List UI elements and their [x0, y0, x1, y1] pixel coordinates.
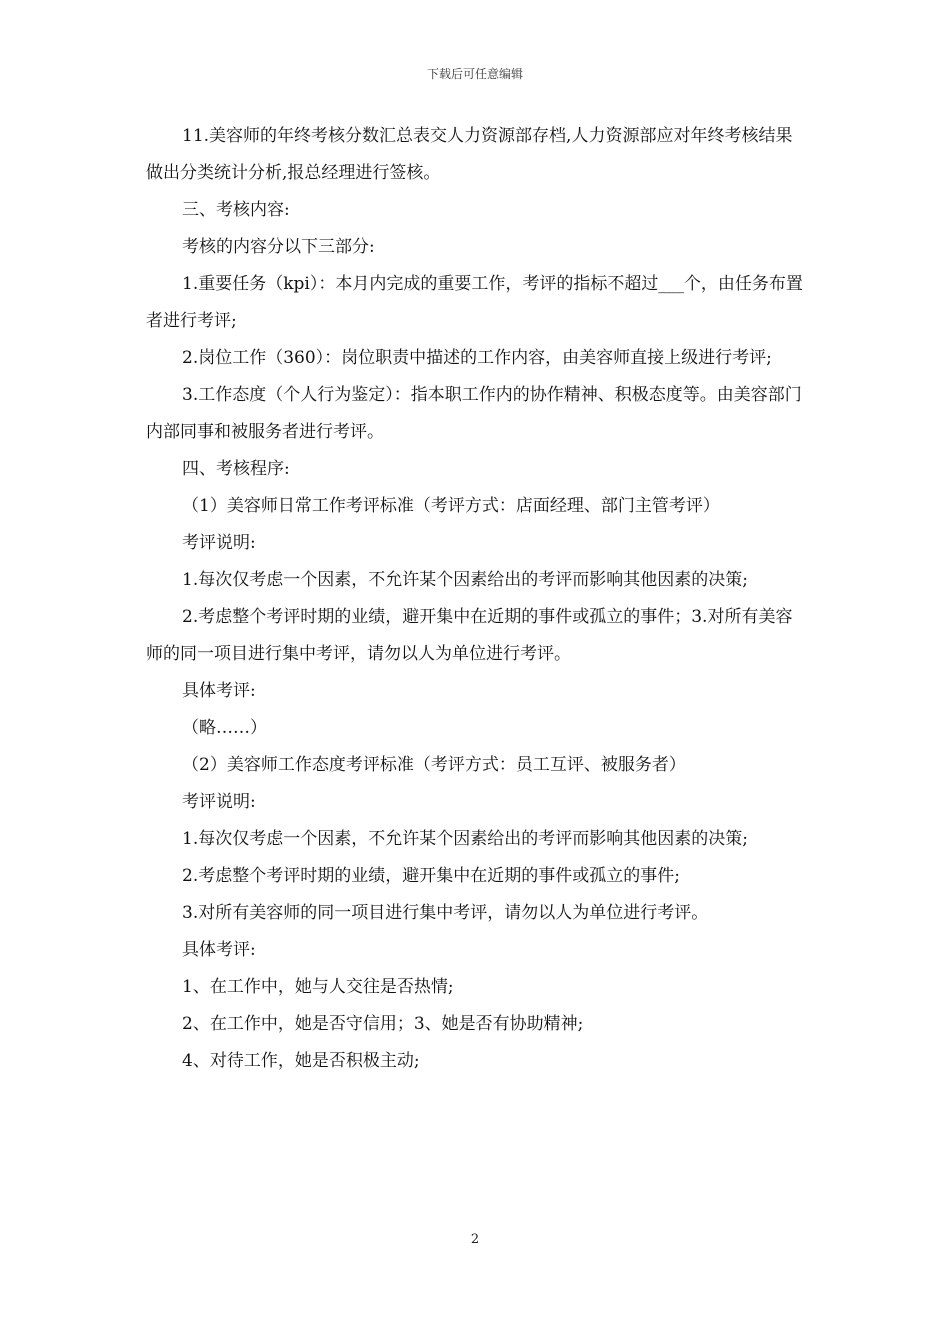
paragraph: 3.对所有美容师的同一项目进行集中考评，请勿以人为单位进行考评。 [182, 903, 709, 923]
list-item: 2、在工作中，她是否守信用；3、她是否有协助精神; [182, 1014, 584, 1034]
page-header: 下载后可任意编辑 [426, 67, 523, 81]
paragraph: 1.重要任务（kpi）：本月内完成的重要工作，考评的指标不超过___个，由任务布置者进行考评; [146, 274, 803, 331]
paragraph: 考核的内容分以下三部分: [182, 237, 375, 257]
document-body [146, 118, 808, 1080]
paragraph: 考评说明: [182, 533, 256, 553]
paragraph: 具体考评: [182, 940, 256, 960]
section-heading: 四、考核程序: [182, 459, 290, 479]
subsection-heading: （1）美容师日常工作考评标准（考评方式：店面经理、部门主管考评） [182, 496, 720, 516]
paragraph: 1.每次仅考虑一个因素，不允许某个因素给出的考评而影响其他因素的决策; [182, 829, 748, 849]
page-number: 2 [470, 1232, 480, 1247]
list-item: 4、对待工作，她是否积极主动; [182, 1051, 420, 1071]
section-heading: 三、考核内容: [182, 200, 290, 220]
paragraph: 1.每次仅考虑一个因素，不允许某个因素给出的考评而影响其他因素的决策; [182, 570, 748, 590]
paragraph: 2.岗位工作（360）：岗位职责中描述的工作内容，由美容师直接上级进行考评; [182, 348, 772, 368]
subsection-heading: （2）美容师工作态度考评标准（考评方式：员工互评、被服务者） [182, 755, 686, 775]
paragraph: 11.美容师的年终考核分数汇总表交人力资源部存档,人力资源部应对年终考核结果做出分类统计分析,报总经理进行签核。 [146, 126, 793, 183]
paragraph: （略……） [182, 718, 267, 738]
list-item: 1、在工作中，她与人交往是否热情; [182, 977, 454, 997]
paragraph: 2.考虑整个考评时期的业绩，避开集中在近期的事件或孤立的事件；3.对所有美容师的同一项目进行集中考评，请勿以人为单位进行考评。 [146, 607, 793, 664]
paragraph: 2.考虑整个考评时期的业绩，避开集中在近期的事件或孤立的事件; [182, 866, 680, 886]
paragraph: 考评说明: [182, 792, 256, 812]
paragraph: 3.工作态度（个人行为鉴定）：指本职工作内的协作精神、积极态度等。由美容部门内部同事和被服务者进行考评。 [146, 385, 802, 442]
paragraph: 具体考评: [182, 681, 256, 701]
